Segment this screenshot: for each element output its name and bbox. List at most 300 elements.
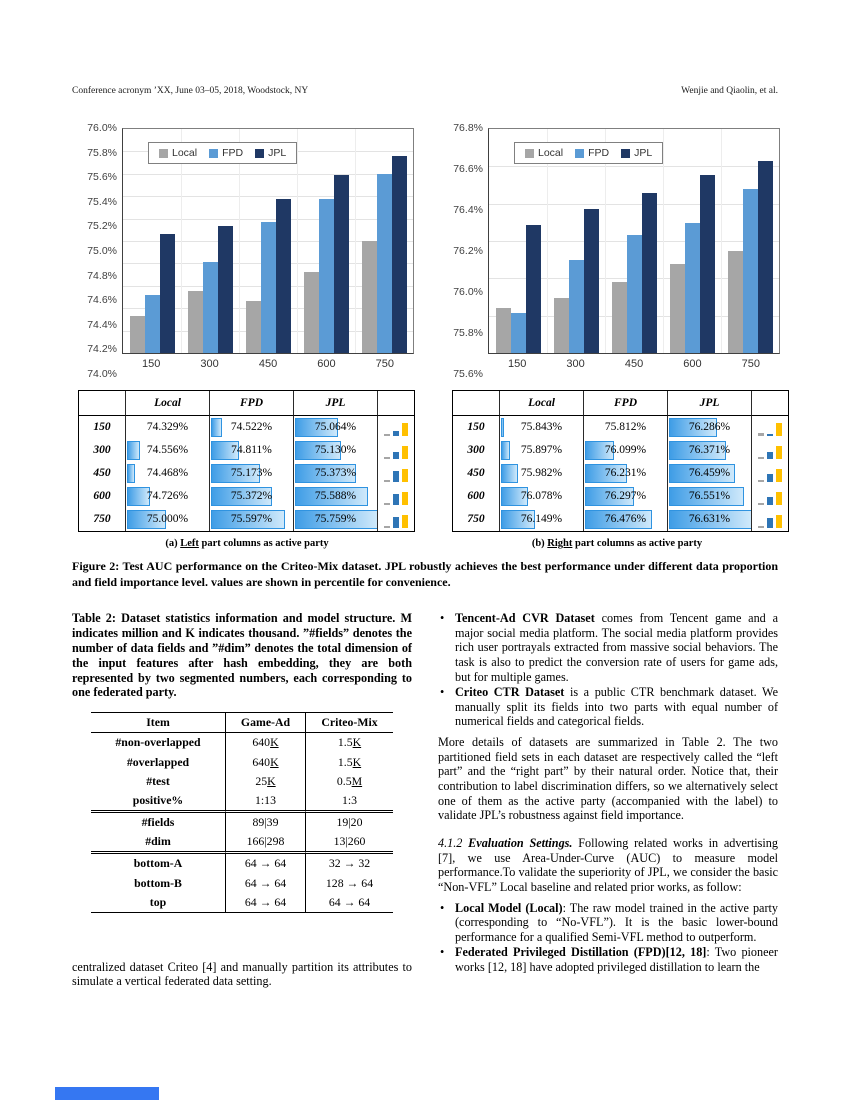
value-text: 75.759% (314, 513, 357, 525)
spark-bar (767, 434, 773, 437)
section-text: Following related works in advertising [7], we use Area-Under-Curve (AUC) to measure model performance.To validate the superiority of JPL, we consider the basic “Non-VFL” Local baseline and related prior works, as follow: (438, 835, 778, 894)
corner-cell (453, 391, 499, 416)
table-2-caption: Table 2: Dataset statistics information and model structure. M indicates million and K indicates thousand. ”#fields” denotes the number of data fields and ”#dim” denotes the total dimension of the input features after hash embedding, they are both represented by two segmented numbers, each corresponding to one federated party. (72, 611, 412, 700)
spark-bar (767, 518, 773, 528)
dataset-table-row (91, 810, 393, 832)
legend-swatch (621, 149, 630, 158)
row-label: 750 (93, 513, 111, 525)
legend-item-fpd (575, 147, 609, 159)
value-text: 75.897% (520, 444, 563, 456)
row-label: 150 (93, 421, 111, 433)
dataset-cell: 1:3 (305, 791, 393, 810)
bar-jpl (642, 193, 657, 353)
spark-bar (393, 452, 399, 459)
y-tick-label: 74.0% (87, 368, 117, 380)
bar-jpl (700, 175, 715, 353)
running-header-conference: Conference acronym ’XX, June 03–05, 2018, Woodstock, NY (72, 86, 309, 96)
dataset-cell: 640K (225, 733, 305, 752)
value-cell (293, 416, 377, 439)
value-cell (209, 439, 293, 462)
row-sparkline (751, 462, 788, 485)
value-text: 74.556% (146, 444, 189, 456)
y-tick-label: 76.2% (453, 245, 483, 257)
spark-bar (758, 457, 764, 460)
auc-chart-left (78, 122, 414, 380)
subcaption-a-suffix: part columns as active party (198, 538, 329, 549)
bar-local (496, 308, 511, 353)
value-cell (667, 508, 751, 531)
dataset-cell: 166|298 (225, 832, 305, 851)
legend-label: JPL (268, 147, 287, 159)
y-tick-label: 76.0% (453, 286, 483, 298)
table-row (79, 416, 414, 439)
dataset-cell: bottom-B (134, 875, 182, 890)
dataset-table-header (91, 713, 393, 733)
value-text: 74.811% (231, 444, 272, 456)
table-row (453, 439, 788, 462)
spark-bar (767, 452, 773, 459)
table-row (79, 485, 414, 508)
running-header-authors: Wenjie and Qiaolin, et al. (681, 86, 778, 96)
auc-table-right (452, 390, 789, 532)
value-cell (293, 508, 377, 531)
dataset-table-row (91, 832, 393, 851)
dataset-table-row (91, 851, 393, 873)
bar-local (670, 264, 685, 353)
bullet-local-model (440, 901, 778, 945)
row-sparkline (751, 508, 788, 531)
dataset-cell: 25K (225, 772, 305, 791)
subcaption-b (444, 538, 790, 549)
table-row (453, 508, 788, 531)
row-label: 750 (467, 513, 485, 525)
value-text: 76.149% (520, 513, 563, 525)
row-label: 450 (93, 467, 111, 479)
spark-header-cell (377, 391, 414, 416)
value-cell (209, 462, 293, 485)
bullet-fpd (440, 945, 778, 974)
bullet-rest: : The raw model trained in the active party (corresponding to “No-VFL”). It is the basic lower-bound performance for a qualified Semi-VFL method to outperform. (455, 900, 779, 944)
value-text: 76.551% (688, 490, 731, 502)
row-sparkline (377, 416, 414, 439)
dataset-table (91, 712, 393, 913)
value-text: 74.522% (230, 421, 273, 433)
value-cell (583, 508, 667, 531)
legend-item-fpd (209, 147, 243, 159)
value-cell (583, 462, 667, 485)
spark-bar (393, 494, 399, 505)
y-axis (444, 122, 488, 380)
value-cell (583, 439, 667, 462)
dataset-cell: 0.5M (305, 772, 393, 791)
dataset-cell: positive% (132, 792, 184, 807)
value-text: 75.064% (314, 421, 357, 433)
legend-item-local (159, 147, 197, 159)
value-text: 74.468% (146, 467, 189, 479)
row-sparkline (751, 485, 788, 508)
dataset-cell: #fields (91, 810, 225, 832)
bar-group-750 (355, 129, 413, 353)
dataset-cell: 128 → 64 (305, 874, 393, 893)
bar-local (246, 301, 261, 353)
legend-label: Local (172, 147, 198, 159)
spark-bar (384, 434, 390, 437)
y-tick-label: 75.0% (87, 245, 117, 257)
dataset-header-cell: Item (91, 713, 225, 733)
y-tick-label: 75.6% (453, 368, 483, 380)
x-tick-label: 450 (258, 358, 278, 370)
value-cell (499, 439, 583, 462)
spark-bar (758, 526, 764, 529)
bar-jpl (218, 226, 233, 353)
spark-bar (758, 480, 764, 483)
legend-item-jpl (255, 147, 286, 159)
value-cell (125, 462, 209, 485)
bar-fpd (377, 174, 392, 353)
y-tick-label: 76.8% (453, 122, 483, 134)
left-column (72, 611, 412, 989)
bar-jpl (334, 175, 349, 353)
spark-bar (402, 469, 408, 483)
bullet-criteo-ctr (440, 685, 778, 729)
dataset-cell: 64 → 64 (225, 851, 305, 873)
spark-header-cell (751, 391, 788, 416)
value-cell (667, 439, 751, 462)
row-sparkline (751, 439, 788, 462)
right-column-paragraph: More details of datasets are summarized in Table 2. The two partitioned field sets in each dataset are respectively called the “left part” and the “right part” by their natural order. Notice that, their contribution to label discrimination differs, so we alternatively select one of them as the active party (accompanied with the label) to validate JPL’s robustness against field importance. (438, 735, 778, 823)
subcaption-a-prefix: (a) (165, 538, 181, 549)
spark-bar (758, 433, 764, 436)
x-tick-label: 300 (566, 358, 585, 370)
dataset-cell: #non-overlapped (115, 735, 201, 750)
bottom-left-blue-artifact (55, 1087, 159, 1100)
legend-swatch (159, 149, 168, 158)
x-axis (488, 354, 780, 374)
value-text: 75.173% (230, 467, 273, 479)
dataset-table-row (91, 733, 393, 752)
dataset-cell: 1:13 (225, 791, 305, 810)
row-label: 150 (467, 421, 485, 433)
spark-bar (767, 497, 773, 505)
column-header-local: Local (125, 391, 209, 416)
plot-area (488, 128, 780, 354)
value-text: 76.286% (688, 421, 731, 433)
dataset-cell: bottom-A (91, 851, 225, 873)
row-sparkline (377, 462, 414, 485)
legend-item-jpl (621, 147, 652, 159)
bar-local (612, 282, 627, 353)
spark-bar (384, 526, 390, 529)
value-cell (499, 462, 583, 485)
value-cell (583, 485, 667, 508)
y-tick-label: 76.0% (87, 122, 117, 134)
value-text: 76.459% (688, 467, 731, 479)
value-cell (209, 416, 293, 439)
bar-jpl (526, 225, 541, 353)
dataset-cell: 64 → 64 (225, 893, 305, 912)
bar-jpl (584, 209, 599, 353)
bar-local (130, 316, 145, 353)
subcaption-b-underlined: Right (547, 538, 573, 549)
value-text: 76.099% (604, 444, 647, 456)
dataset-cell: #test (146, 773, 170, 788)
column-header-jpl: JPL (667, 391, 751, 416)
y-tick-label: 74.8% (87, 269, 117, 282)
bar-fpd (569, 260, 584, 353)
legend-swatch (525, 149, 534, 158)
dataset-cell: 640K (225, 753, 305, 772)
corner-cell (79, 391, 125, 416)
legend-item-local (525, 147, 563, 159)
dataset-cell: 64 → 64 (305, 893, 393, 912)
value-cell (667, 485, 751, 508)
dataset-cell: 13|260 (305, 832, 393, 851)
legend-swatch (575, 149, 584, 158)
spark-bar (384, 503, 390, 506)
value-text: 75.982% (520, 467, 563, 479)
dataset-cell: 64 → 64 (225, 874, 305, 893)
spark-bar (402, 423, 408, 437)
dataset-cell: #overlapped (126, 754, 190, 769)
auc-table-left (78, 390, 415, 532)
spark-bar (402, 492, 408, 506)
table-row (79, 508, 414, 531)
value-text: 74.329% (146, 421, 189, 433)
value-text: 76.231% (604, 467, 647, 479)
dataset-table-row (91, 772, 393, 791)
y-tick-label: 75.2% (87, 220, 117, 233)
spark-bar (776, 469, 782, 483)
value-cell (667, 416, 751, 439)
dataset-cell: 89|39 (225, 810, 305, 832)
dataset-header-cell: Game-Ad (225, 713, 305, 733)
x-tick-label: 750 (375, 358, 394, 370)
bar-fpd (743, 189, 758, 353)
x-tick-label: 750 (741, 358, 760, 370)
value-text: 76.476% (604, 513, 647, 525)
value-cell (125, 416, 209, 439)
value-text: 76.371% (688, 444, 731, 456)
section-number: 4.1.2 (438, 835, 463, 850)
row-sparkline (377, 439, 414, 462)
table-header-row (453, 391, 788, 416)
value-text: 75.812% (604, 421, 647, 433)
y-tick-label: 74.4% (87, 318, 117, 331)
row-label: 300 (467, 444, 485, 456)
dataset-table-row (91, 753, 393, 772)
row-label: 450 (467, 467, 485, 479)
value-text: 75.130% (314, 444, 357, 456)
x-tick-label: 600 (683, 358, 702, 370)
value-text: 76.631% (688, 513, 731, 525)
value-text: 76.078% (520, 490, 563, 502)
x-tick-label: 150 (142, 358, 161, 370)
bar-fpd (627, 235, 642, 353)
legend-label: FPD (588, 147, 610, 159)
value-cell (499, 485, 583, 508)
table-row (453, 485, 788, 508)
bar-jpl (160, 234, 175, 353)
subcaption-b-prefix: (b) (531, 538, 548, 549)
bar-fpd (145, 295, 160, 353)
value-cell (293, 439, 377, 462)
row-sparkline (377, 485, 414, 508)
spark-bar (384, 457, 390, 460)
chart-legend (514, 142, 663, 164)
column-header-local: Local (499, 391, 583, 416)
bar-group-600 (297, 129, 355, 353)
spark-bar (393, 431, 399, 436)
bar-local (728, 251, 743, 353)
subcaption-b-suffix: part columns as active party (572, 538, 703, 549)
value-cell (583, 416, 667, 439)
x-axis (122, 354, 414, 374)
subcaption-a (78, 538, 416, 549)
row-sparkline (751, 416, 788, 439)
legend-label: Local (538, 147, 564, 159)
value-cell (499, 416, 583, 439)
dataset-table-row (91, 874, 393, 893)
legend-swatch (255, 149, 264, 158)
bullet-lead: Criteo CTR Dataset (455, 685, 565, 700)
y-tick-label: 75.6% (87, 171, 117, 184)
bar-local (554, 298, 569, 353)
bar-local (304, 272, 319, 353)
value-cell (667, 462, 751, 485)
spark-bar (776, 492, 782, 506)
value-text: 75.588% (314, 490, 357, 502)
bullet-icon: • (440, 685, 445, 700)
spark-bar (384, 480, 390, 483)
spark-bar (776, 446, 782, 460)
legend-swatch (209, 149, 218, 158)
bar-local (362, 241, 377, 353)
bar-fpd (261, 222, 276, 353)
table-row (453, 462, 788, 485)
bullet-rest: is a public CTR benchmark dataset. We manually split its fields into two parts with equal number of numerical fields and categorical fields. (455, 685, 778, 729)
dataset-cell: 1.5K (305, 753, 393, 772)
legend-label: JPL (634, 147, 653, 159)
x-tick-label: 150 (508, 358, 527, 370)
bar-jpl (276, 199, 291, 353)
bar-fpd (685, 223, 700, 353)
bullet-lead: Federated Privileged Distillation (FPD)[12, 18] (455, 945, 707, 960)
column-header-jpl: JPL (293, 391, 377, 416)
value-cell (209, 485, 293, 508)
value-cell (125, 485, 209, 508)
dataset-table-row (91, 791, 393, 810)
bar-fpd (511, 313, 526, 353)
value-cell (125, 439, 209, 462)
bullet-lead: Local Model (Local) (455, 900, 563, 915)
section-title: Evaluation Settings. (468, 835, 573, 850)
value-text: 75.843% (520, 421, 563, 433)
y-tick-label: 75.8% (87, 146, 117, 159)
spark-bar (758, 503, 764, 506)
bullet-rest: comes from Tencent game and a major social media platform. The social media platform provides rich user portrayals extracted from massive social behaviors. The task is also to predict the conversion rate of users for game ads, but for multiple games. (455, 611, 778, 684)
subcaption-a-underlined: Left (180, 538, 199, 549)
bullet-tencent-ad (440, 611, 778, 684)
value-cell (209, 508, 293, 531)
table-row (79, 439, 414, 462)
plot-wrap (488, 128, 780, 374)
bar-group-600 (663, 129, 721, 353)
bar-jpl (392, 156, 407, 353)
x-tick-label: 450 (624, 358, 644, 370)
bullet-lead: Tencent-Ad CVR Dataset (455, 611, 595, 625)
dataset-table-row (91, 893, 393, 912)
row-label: 600 (467, 490, 485, 502)
section-4-1-2-heading (438, 836, 778, 895)
table-row (79, 462, 414, 485)
value-cell (293, 485, 377, 508)
y-axis (78, 122, 122, 380)
row-sparkline (377, 508, 414, 531)
value-text: 75.597% (230, 513, 273, 525)
dataset-cell: #dim (145, 834, 171, 849)
dataset-cell: 1.5K (305, 733, 393, 752)
x-tick-label: 600 (317, 358, 336, 370)
spark-bar (393, 471, 399, 482)
value-cell (125, 508, 209, 531)
bullet-icon: • (440, 945, 445, 960)
bullet-rest: : Two pioneer works [12, 18] have adopted privileged distillation to learn the (455, 945, 778, 975)
spark-bar (776, 515, 782, 529)
figure-2-caption: Figure 2: Test AUC performance on the Criteo-Mix dataset. JPL robustly achieves the best performance under different data proportion and field importance level. values are shown in percentile for convenience. (72, 559, 778, 589)
y-tick-label: 75.8% (453, 327, 483, 339)
left-column-paragraph: centralized dataset Criteo [4] and manually partition its attributes to simulate a vertical federated data setting. (72, 959, 412, 989)
plot-area (122, 128, 414, 354)
spark-bar (402, 515, 408, 529)
value-text: 75.000% (146, 513, 189, 525)
value-cell (499, 508, 583, 531)
bar-group-750 (721, 129, 779, 353)
chart-legend (148, 142, 297, 164)
legend-label: FPD (222, 147, 244, 159)
bar-fpd (203, 262, 218, 353)
y-tick-label: 76.4% (453, 204, 483, 216)
row-label: 300 (93, 444, 111, 456)
bar-local (188, 291, 203, 353)
spark-bar (767, 474, 773, 482)
plot-wrap (122, 128, 414, 374)
value-text: 74.726% (146, 490, 189, 502)
bullet-icon: • (440, 900, 445, 915)
auc-chart-right (444, 122, 780, 380)
dataset-cell: 19|20 (305, 810, 393, 832)
y-tick-label: 74.2% (87, 343, 117, 356)
row-label: 600 (93, 490, 111, 502)
dataset-header-cell: Criteo-Mix (305, 713, 393, 733)
x-tick-label: 300 (200, 358, 219, 370)
dataset-cell: top (149, 894, 167, 909)
bar-jpl (758, 161, 773, 353)
value-text: 76.297% (604, 490, 647, 502)
value-text: 75.372% (230, 490, 273, 502)
spark-bar (776, 423, 782, 437)
y-tick-label: 74.6% (87, 294, 117, 307)
right-column (438, 611, 778, 976)
table-header-row (79, 391, 414, 416)
column-header-fpd: FPD (209, 391, 293, 416)
bullet-icon: • (440, 611, 445, 625)
dataset-cell: 32 → 32 (305, 851, 393, 873)
y-tick-label: 76.6% (453, 163, 483, 175)
column-header-fpd: FPD (583, 391, 667, 416)
y-tick-label: 75.4% (87, 195, 117, 208)
table-row (453, 416, 788, 439)
spark-bar (402, 446, 408, 460)
